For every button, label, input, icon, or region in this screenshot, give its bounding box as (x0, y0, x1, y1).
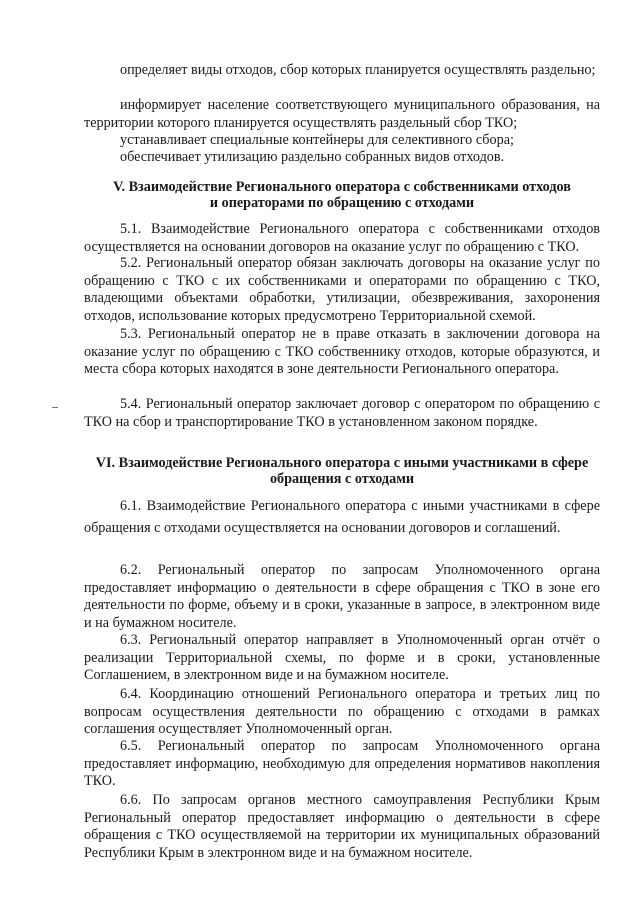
paragraph: 6.4. Координацию отношений Регионального оператора и третьих лиц по вопросам осуществления деятельности по обращению с отходами в рамках соглашения осуществляет Уполномоченный орган. (84, 686, 600, 738)
paragraph: 6.2. Региональный оператор по запросам Уполномоченного органа предоставляет информацию о деятельности в сфере обращения с ТКО в зоне его деятельности по форме, объему и в сроки, указанные в запросе, в электронном виде и на бумажном носителе. (84, 562, 600, 631)
list-item: определяет виды отходов, сбор которых планируется осуществлять раздельно; (120, 62, 596, 78)
list-item: обеспечивает утилизацию раздельно собранных видов отходов. (120, 149, 505, 165)
paragraph: 6.1. Взаимодействие Регионального оператора с иными участниками в сфере обращения с отходами осуществляется на основании договоров и соглашений. (84, 498, 600, 536)
list-item: устанавливает специальные контейнеры для селективного сбора; (120, 132, 514, 148)
paragraph: 5.3. Региональный оператор не в праве отказать в заключении договора на оказание услуг по обращению с ТКО собственнику отходов, которые образуются, и места сбора которых находятся в зоне деятельности Регионального оператора. (84, 326, 600, 378)
paragraph: 6.6. По запросам органов местного самоуправления Республики Крым Региональный оператор предоставляет информацию о деятельности в сфере обращения с ТКО осуществляемой на территории их муниципальных образований Республики Крым в электронном виде и на бумажном носителе. (84, 792, 600, 861)
section-heading: VI. Взаимодействие Регионального оператора с иными участниками в сфере обращения с отходами (95, 455, 589, 488)
paragraph: 5.2. Региональный оператор обязан заключать договоры на оказание услуг по обращению с ТКО с их собственниками и операторами по обращению с ТКО, владеющими объектами обработки, утилизации, обезвреживания, захоронения отходов, использование которых предусмотрено Территориальной схемой. (84, 255, 600, 324)
margin-mark (52, 407, 58, 408)
paragraph: 6.5. Региональный оператор по запросам Уполномоченного органа предоставляет информацию, необходимую для определения нормативов накопления ТКО. (84, 738, 600, 790)
paragraph: 6.3. Региональный оператор направляет в Уполномоченный орган отчёт о реализации Территориальной схемы, по форме и в сроки, установленные Соглашением, в электронном виде и на бумажном носителе. (84, 632, 600, 684)
paragraph: 5.1. Взаимодействие Регионального оператора с собственниками отходов осуществляется на основании договоров на оказание услуг по обращению с ТКО. (84, 221, 600, 255)
section-heading: V. Взаимодействие Регионального оператора с собственниками отходов и операторами по обращению с отходами (113, 179, 571, 212)
paragraph: 5.4. Региональный оператор заключает договор с оператором по обращению с ТКО на сбор и транспортирование ТКО в установленном законом порядке. (84, 396, 600, 430)
list-item: информирует население соответствующего муниципального образования, на территории которого планируется осуществлять раздельный сбор ТКО; (84, 97, 600, 131)
